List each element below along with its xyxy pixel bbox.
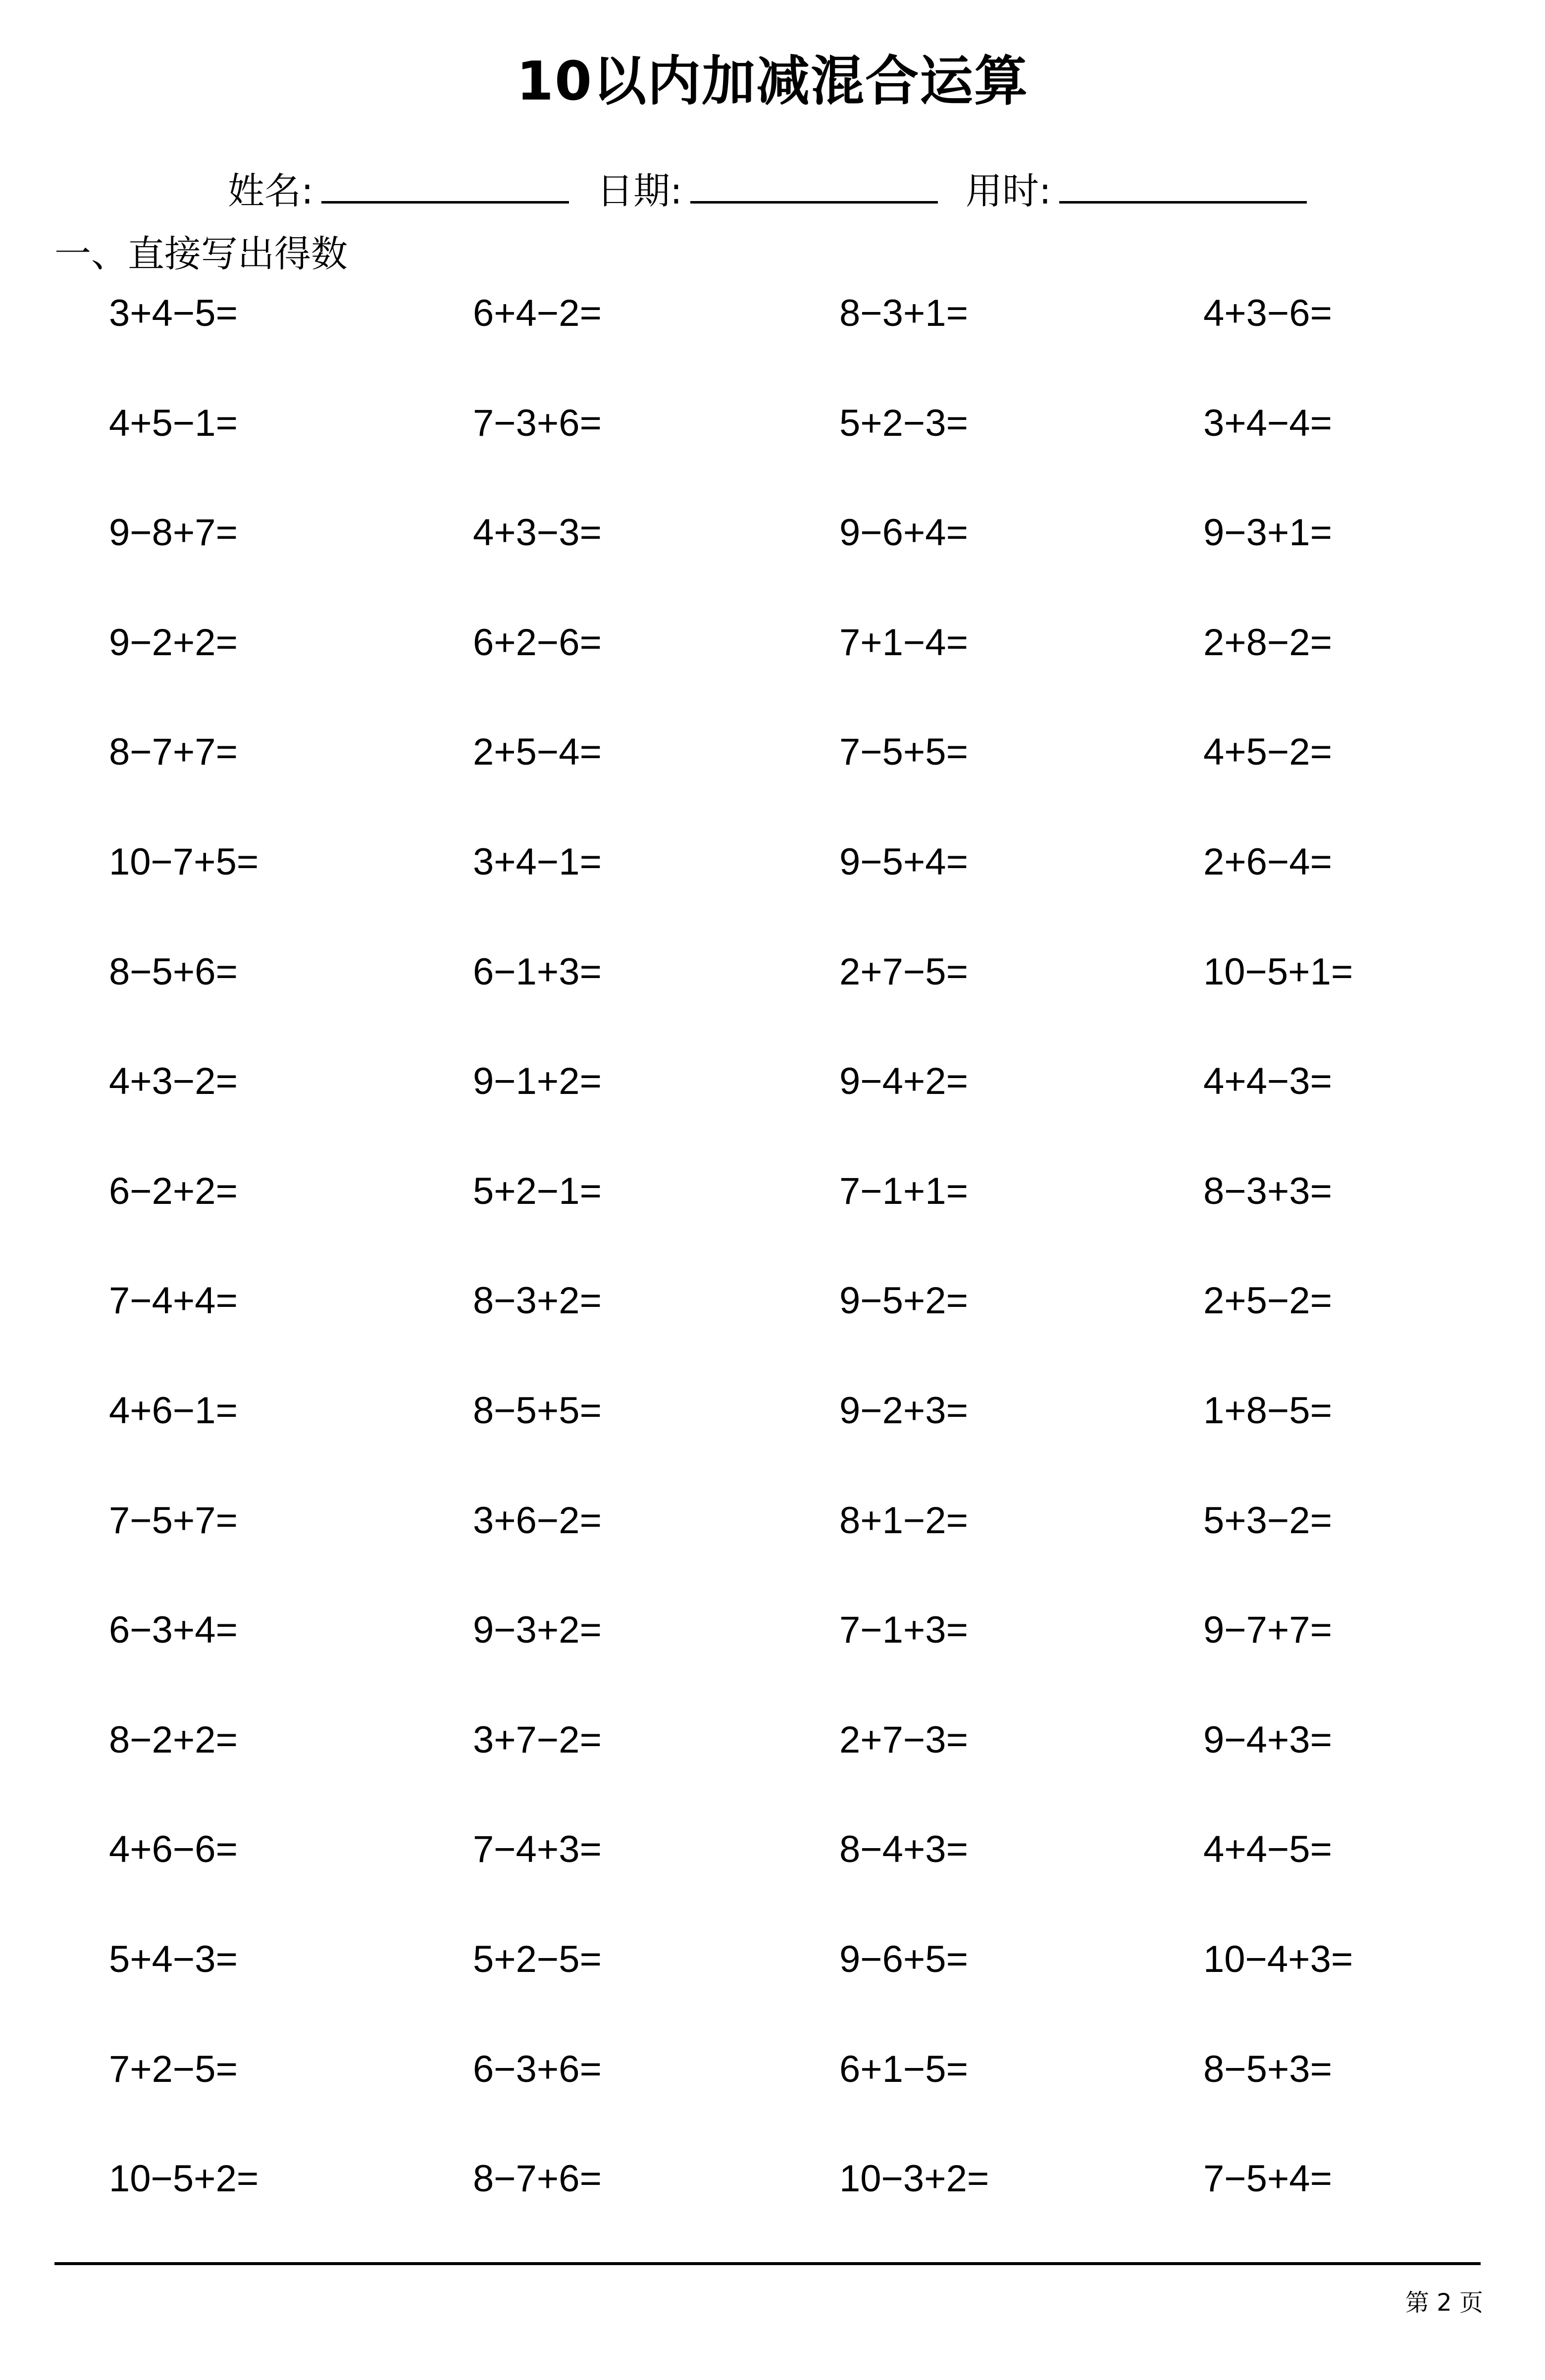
page-number: 第 2 页 bbox=[1405, 2289, 1483, 2317]
problem-r17-c2: 6−3+6= bbox=[473, 2048, 602, 2090]
section-heading: 一、直接写出得数 bbox=[54, 233, 348, 275]
problem-r7-c1: 8−5+6= bbox=[109, 951, 238, 993]
problem-r14-c4: 9−4+3= bbox=[1203, 1719, 1332, 1761]
problem-r5-c3: 7−5+5= bbox=[839, 731, 968, 773]
problem-r4-c3: 7+1−4= bbox=[839, 621, 968, 664]
problem-r5-c2: 2+5−4= bbox=[473, 731, 602, 773]
problem-r15-c4: 4+4−5= bbox=[1203, 1828, 1332, 1870]
problem-r4-c4: 2+8−2= bbox=[1203, 621, 1332, 664]
problem-r18-c4: 7−5+4= bbox=[1203, 2158, 1332, 2200]
problem-r11-c4: 1+8−5= bbox=[1203, 1390, 1332, 1432]
problem-r10-c4: 2+5−2= bbox=[1203, 1280, 1332, 1322]
problem-r12-c1: 7−5+7= bbox=[109, 1500, 238, 1542]
date-label: 日期: bbox=[597, 170, 682, 212]
name-label: 姓名: bbox=[228, 170, 313, 212]
problem-r15-c3: 8−4+3= bbox=[839, 1828, 968, 1870]
problem-r4-c2: 6+2−6= bbox=[473, 621, 602, 664]
problem-r1-c3: 8−3+1= bbox=[839, 292, 968, 334]
problem-r7-c2: 6−1+3= bbox=[473, 951, 602, 993]
problem-r15-c2: 7−4+3= bbox=[473, 1828, 602, 1870]
problem-r2-c3: 5+2−3= bbox=[839, 402, 968, 444]
problem-r18-c1: 10−5+2= bbox=[109, 2158, 259, 2200]
problem-r11-c3: 9−2+3= bbox=[839, 1390, 968, 1432]
problem-r16-c2: 5+2−5= bbox=[473, 1938, 602, 1980]
problem-r1-c4: 4+3−6= bbox=[1203, 292, 1332, 334]
problem-r14-c3: 2+7−3= bbox=[839, 1719, 968, 1761]
problem-r9-c3: 7−1+1= bbox=[839, 1170, 968, 1212]
problem-r2-c2: 7−3+6= bbox=[473, 402, 602, 444]
problem-r3-c2: 4+3−3= bbox=[473, 512, 602, 554]
problem-r3-c3: 9−6+4= bbox=[839, 512, 968, 554]
problem-r2-c4: 3+4−4= bbox=[1203, 402, 1332, 444]
problem-r1-c1: 3+4−5= bbox=[109, 292, 238, 334]
problem-r10-c1: 7−4+4= bbox=[109, 1280, 238, 1322]
problem-r8-c1: 4+3−2= bbox=[109, 1060, 238, 1102]
problem-r6-c1: 10−7+5= bbox=[109, 841, 259, 883]
problem-r8-c2: 9−1+2= bbox=[473, 1060, 602, 1102]
problem-r5-c1: 8−7+7= bbox=[109, 731, 238, 773]
problem-r12-c3: 8+1−2= bbox=[839, 1500, 968, 1542]
problem-r8-c4: 4+4−3= bbox=[1203, 1060, 1332, 1102]
problem-r16-c3: 9−6+5= bbox=[839, 1938, 968, 1980]
problem-r9-c4: 8−3+3= bbox=[1203, 1170, 1332, 1212]
bottom-divider bbox=[54, 2262, 1481, 2265]
problem-r12-c2: 3+6−2= bbox=[473, 1500, 602, 1542]
problem-r16-c4: 10−4+3= bbox=[1203, 1938, 1353, 1980]
problem-r5-c4: 4+5−2= bbox=[1203, 731, 1332, 773]
problem-r18-c3: 10−3+2= bbox=[839, 2158, 989, 2200]
problem-r9-c1: 6−2+2= bbox=[109, 1170, 238, 1212]
problem-r17-c4: 8−5+3= bbox=[1203, 2048, 1332, 2090]
problem-r3-c4: 9−3+1= bbox=[1203, 512, 1332, 554]
time-label: 用时: bbox=[966, 170, 1051, 212]
problem-r14-c1: 8−2+2= bbox=[109, 1719, 238, 1761]
problem-r8-c3: 9−4+2= bbox=[839, 1060, 968, 1102]
problem-r12-c4: 5+3−2= bbox=[1203, 1500, 1332, 1542]
problem-r13-c2: 9−3+2= bbox=[473, 1609, 602, 1651]
problem-r11-c2: 8−5+5= bbox=[473, 1390, 602, 1432]
problem-r7-c3: 2+7−5= bbox=[839, 951, 968, 993]
problem-r6-c4: 2+6−4= bbox=[1203, 841, 1332, 883]
problem-r11-c1: 4+6−1= bbox=[109, 1390, 238, 1432]
problem-r10-c3: 9−5+2= bbox=[839, 1280, 968, 1322]
problem-r18-c2: 8−7+6= bbox=[473, 2158, 602, 2200]
problem-r13-c3: 7−1+3= bbox=[839, 1609, 968, 1651]
page-title: 10以内加减混合运算 bbox=[516, 51, 1029, 112]
problem-r6-c3: 9−5+4= bbox=[839, 841, 968, 883]
problem-r4-c1: 9−2+2= bbox=[109, 621, 238, 664]
problem-r14-c2: 3+7−2= bbox=[473, 1719, 602, 1761]
problem-r13-c4: 9−7+7= bbox=[1203, 1609, 1332, 1651]
problem-r13-c1: 6−3+4= bbox=[109, 1609, 238, 1651]
problem-r17-c3: 6+1−5= bbox=[839, 2048, 968, 2090]
problem-r2-c1: 4+5−1= bbox=[109, 402, 238, 444]
problem-r7-c4: 10−5+1= bbox=[1203, 951, 1353, 993]
problem-r15-c1: 4+6−6= bbox=[109, 1828, 238, 1870]
problem-r10-c2: 8−3+2= bbox=[473, 1280, 602, 1322]
problem-r17-c1: 7+2−5= bbox=[109, 2048, 238, 2090]
problem-r1-c2: 6+4−2= bbox=[473, 292, 602, 334]
problem-r9-c2: 5+2−1= bbox=[473, 1170, 602, 1212]
problem-r3-c1: 9−8+7= bbox=[109, 512, 238, 554]
problem-r16-c1: 5+4−3= bbox=[109, 1938, 238, 1980]
problem-r6-c2: 3+4−1= bbox=[473, 841, 602, 883]
